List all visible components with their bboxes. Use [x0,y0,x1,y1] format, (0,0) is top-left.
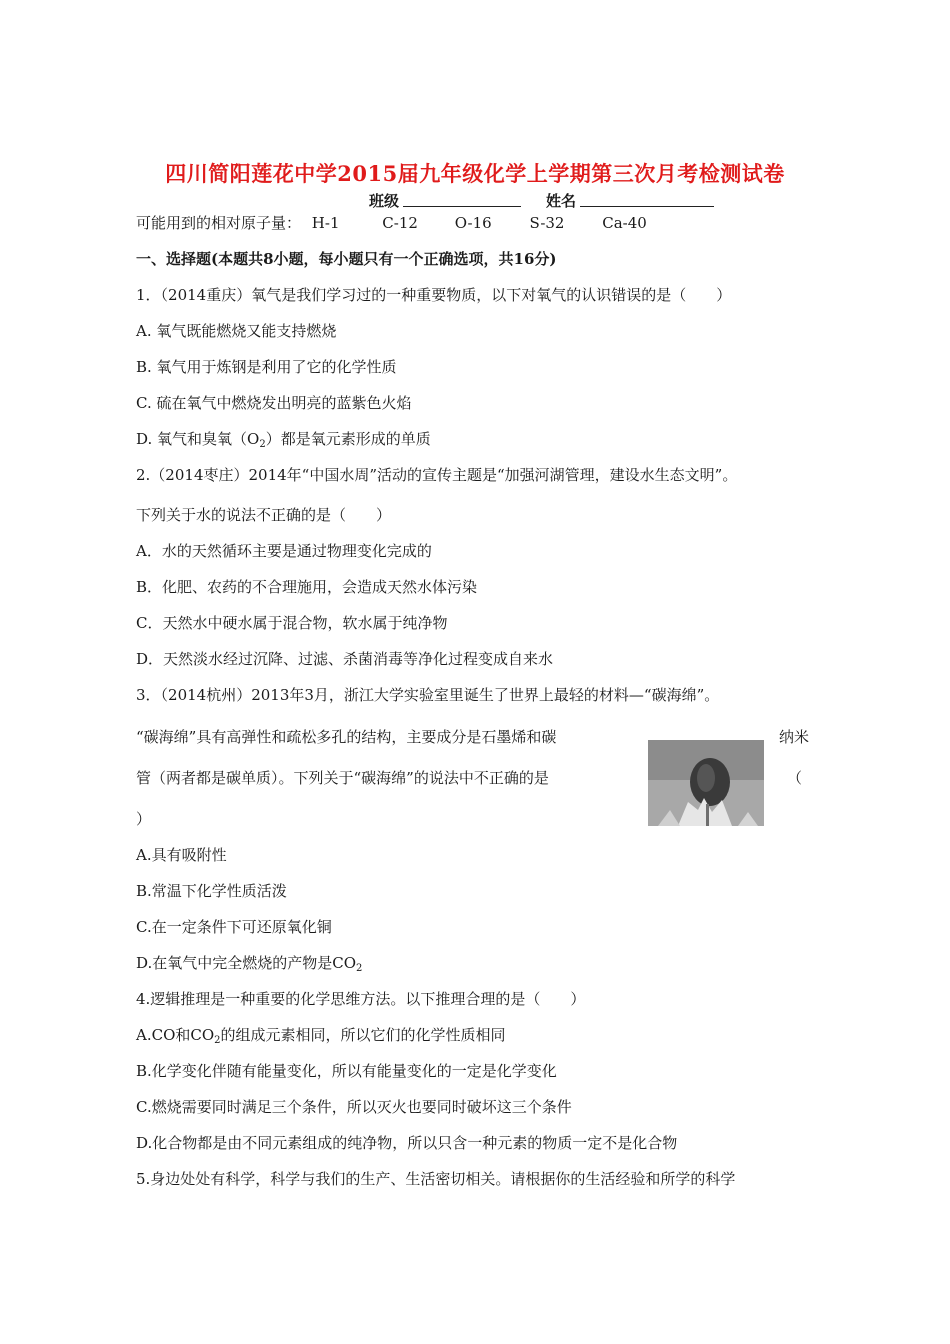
q3-stem-line3-right: （ [787,769,803,787]
carbon-sponge-photo [648,740,764,826]
q1-option-a: A. 氧气既能燃烧又能支持燃烧 [136,322,337,340]
q2-option-d: D．天然淡水经过沉降、过滤、杀菌消毒等净化过程变成自来水 [136,650,554,668]
q3-option-b: B.常温下化学性质活泼 [136,882,287,900]
q3-stem-line2: “碳海绵”具有高弹性和疏松多孔的结构，主要成分是石墨烯和碳 [136,728,557,746]
exam-title: 四川简阳莲花中学2015届九年级化学上学期第三次月考检测试卷 [165,161,785,186]
atomic-mass-o: O-16 [454,214,492,232]
q2-option-b: B．化肥、农药的不合理施用，会造成天然水体污染 [136,578,478,596]
q4-option-d: D.化合物都是由不同元素组成的纯净物，所以只含一种元素的物质一定不是化合物 [136,1134,678,1152]
q4-option-a: A.CO和$CO_2$的组成元素相同，所以它们的化学性质相同 [136,1026,506,1046]
q3-stem-line3: 管（两者都是碳单质）。下列关于“碳海绵”的说法中不正确的是 [136,769,549,787]
class-blank[interactable] [403,190,521,207]
q4-option-c: C.燃烧需要同时满足三个条件，所以灭火也要同时破坏这三个条件 [136,1098,572,1116]
q2-stem-line1: 2.（2014枣庄）2014年“中国水周”活动的宣传主题是“加强河湖管理，建设水生态文明”。 [136,466,738,484]
atomic-mass-c: C-12 [382,214,418,232]
q3-option-c: C.在一定条件下可还原氧化铜 [136,918,332,936]
q3-stem-line4: ） [136,810,152,828]
section-heading: 一、选择题(本题共8小题，每小题只有一个正确选项，共16分) [136,250,557,268]
name-blank[interactable] [580,190,714,207]
q2-stem-line2: 下列关于水的说法不正确的是（ ） [136,506,392,524]
q1-option-c: C. 硫在氧气中燃烧发出明亮的蓝紫色火焰 [136,394,412,412]
q2-option-c: C．天然水中硬水属于混合物，软水属于纯净物 [136,614,448,632]
q3-stem-line2-right: 纳米 [779,728,810,746]
carbon-sponge-illustration [648,740,764,826]
atomic-masses-label: 可能用到的相对原子量： [136,214,302,232]
q3-option-d: D.在氧气中完全燃烧的产物是$CO_2$ [136,954,363,974]
q4-option-b: B.化学变化伴随有能量变化，所以有能量变化的一定是化学变化 [136,1062,557,1080]
q1-stem: 1．（2014重庆）氧气是我们学习过的一种重要物质，以下对氧气的认识错误的是（ ） [136,286,732,304]
atomic-mass-ca: Ca-40 [602,214,647,232]
q2-option-a: A．水的天然循环主要是通过物理变化完成的 [136,542,432,560]
q1-option-d: D. 氧气和臭氧$(O_2)$都是氧元素形成的单质 [136,430,431,450]
q4-stem: 4.逻辑推理是一种重要的化学思维方法。以下推理合理的是（ ） [136,990,586,1008]
q1-option-b: B. 氧气用于炼钢是利用了它的化学性质 [136,358,397,376]
q3-stem-line1: 3．（2014杭州）2013年3月，浙江大学实验室里诞生了世界上最轻的材料—“碳海绵”。 [136,686,720,704]
atomic-mass-s: S-32 [529,214,565,232]
q3-option-a: A.具有吸附性 [136,846,227,864]
q5-stem: 5.身边处处有科学，科学与我们的生产、生活密切相关。请根据你的生活经验和所学的科学 [136,1170,736,1188]
atomic-masses-row [136,213,647,233]
atomic-mass-h: H-1 [311,214,340,232]
name-label: 姓名 [546,192,577,210]
class-label: 班级 [369,192,400,210]
